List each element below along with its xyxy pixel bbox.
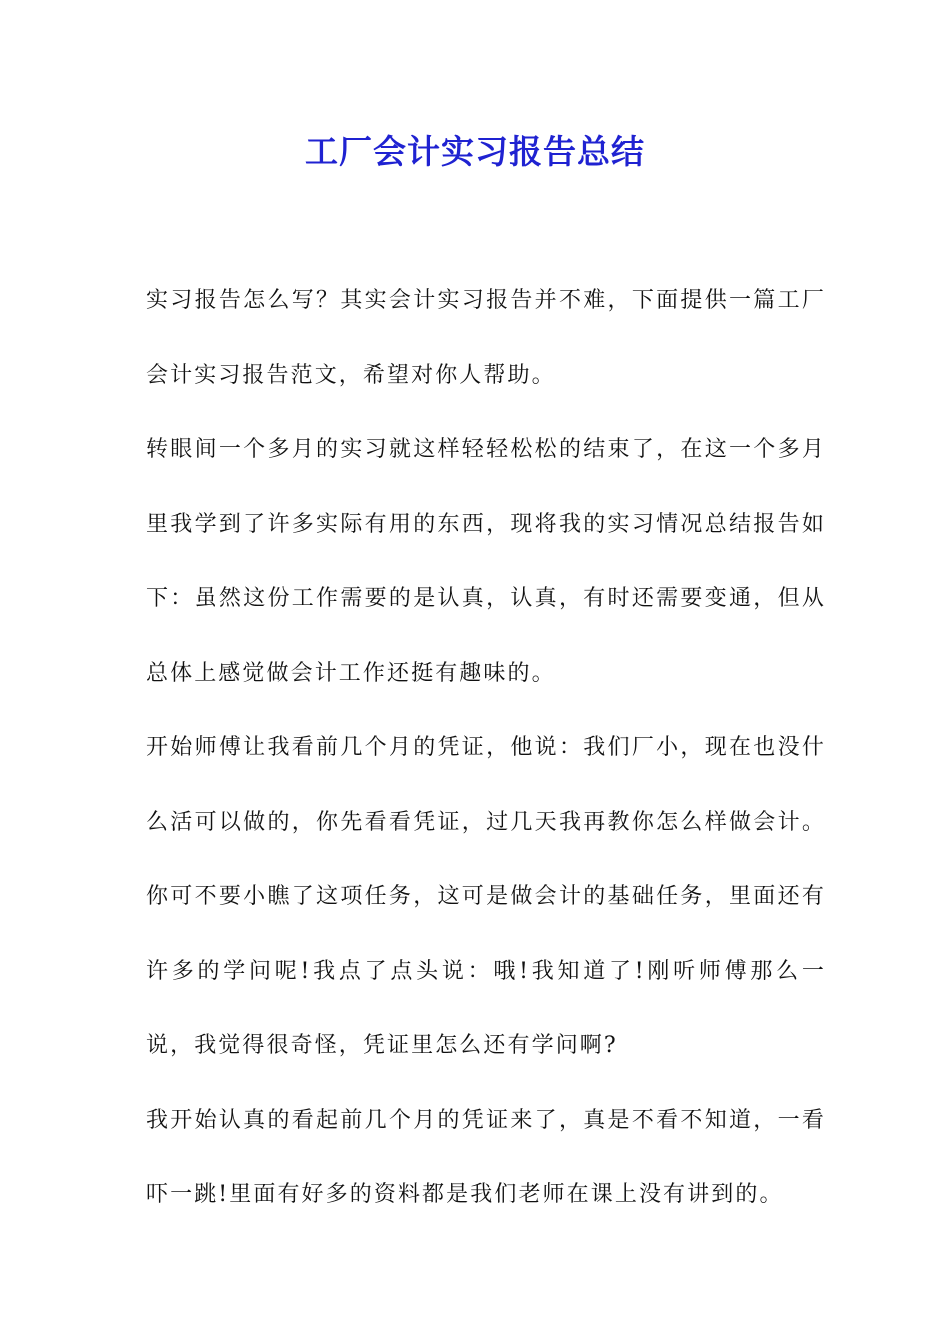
paragraph-vouchers: 开始师傅让我看前几个月的凭证，他说：我们厂小，现在也没什么活可以做的，你先看看凭证，过几天我再教你怎么样做会计。你可不要小瞧了这项任务，这可是做会计的基础任务，里面还有许多的学问呢!我点了点头说：哦!我知道了!刚听师傅那么一说，我觉得很奇怪，凭证里怎么还有学问啊? (146, 735, 826, 1058)
document-title: 工厂会计实习报告总结 (305, 132, 645, 171)
document-body (146, 264, 826, 1233)
paragraph-reading: 我开始认真的看起前几个月的凭证来了，真是不看不知道，一看吓一跳!里面有好多的资料都是我们老师在课上没有讲到的。 (146, 1107, 826, 1207)
paragraph-summary: 转眼间一个多月的实习就这样轻轻松松的结束了，在这一个多月里我学到了许多实际有用的东西，现将我的实习情况总结报告如下：虽然这份工作需要的是认真，认真，有时还需要变通，但从总体上感觉做会计工作还挺有趣味的。 (146, 437, 826, 686)
paragraph-intro: 实习报告怎么写？其实会计实习报告并不难，下面提供一篇工厂会计实习报告范文，希望对你人帮助。 (146, 288, 826, 388)
